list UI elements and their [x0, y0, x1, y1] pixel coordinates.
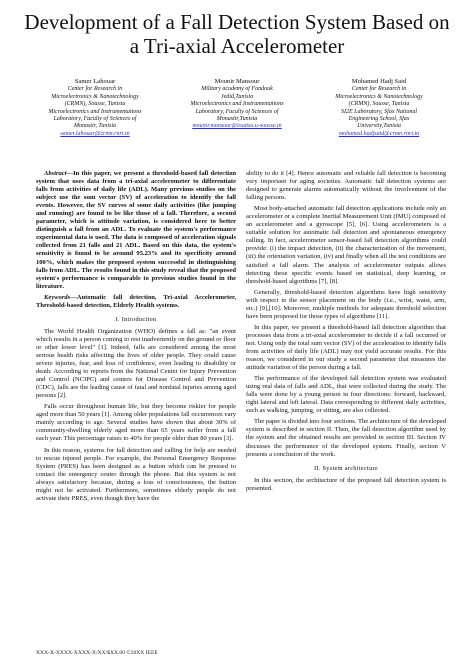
paper-title: Development of a Fall Detection System Based on a Tri-axial Accelerometer [24, 10, 450, 58]
abstract-label: Abstract [44, 170, 67, 177]
author-email-link[interactable]: mounir.mansour@issatso.u-sousse.tn [192, 123, 282, 130]
section-heading-introduction: I. Introduction [115, 315, 157, 323]
author-name: Mohamed Hadj Said [351, 78, 407, 85]
author-affiliation: (CRMN), Sousse, Tunisia [348, 101, 410, 108]
author-name: Mounir Mansour [214, 78, 260, 85]
author-affiliation: Monastir,Tunisia [216, 116, 258, 123]
body-paragraph: In this reason, systems for fall detection and calling for help are needed to rescue injured people. For example, the Personal Emergency Response System (PRES) has been designed as a button which can be pressed to contact the emergency center through the phone. But this system is not always satisfactory because, during a loss of consciousness, the button might not be activated. Furthermore, sometimes elderly people do not activate their PRES, even though they have the [36, 446, 236, 502]
body-paragraph: In this section, the architecture of the proposed fall detection system is presented. [246, 476, 446, 492]
body-paragraph: In this paper, we present a threshold-based fall detection algorithm that processes data from a tri-axial accelerometer to decide if a fall occurred or not. Using only the total sum vector (SV) of the acceleration to identify falls from activities of daily life (ADL) may not yield accurate results. For this reason, we considered in our study a second parameter that measures the attitude variation of the person during a fall. [246, 323, 446, 372]
author-block [26, 78, 448, 138]
copyright-footer: XXX-X-XXXX-XXXX-X/XX/$XX.00 ©20XX IEEE [36, 650, 158, 656]
keywords-label: Keywords [44, 293, 71, 301]
body-paragraph: The performance of the developed fall detection system was evaluated using real data of falls and ADL, that were collected during the study. The falls were done by a young person in four directions: forward, backward, right lateral and left lateral. Data corresponding to different daily activities, such as walking, jumping, or sitting, are also collected. [246, 375, 446, 415]
body-paragraph: Falls occur throughout human life, but they become riskier for people aged more than 50 years [1]. Among older populations fall occurrences vary mainly according to age. Several studies have shown that about 30% of community-dwelling elderly aged more than 65 years suffer from a fall each year. This percentage raises to 40% for people older than 80 years [3]. [36, 403, 236, 443]
author-affiliation: Microelectronics & Nanotechnology [335, 93, 423, 100]
section-heading-system-architecture: II. System architecture [313, 464, 379, 472]
abstract-text: —In this paper, we present a threshold-based fall detection system that uses data from a tri-axial accelerometer to differentiate falls from activities of daily life (ADL). Many previous studies on the subject use the sum vector (SV) of acceleration to identify the fall events. However, the SV curves of some daily activities (like jumping and running) are found to be like those of a fall. Therefore, a second parameter, which is attitude variation, is considered here to better distinguish a fall from an ADL. To evaluate the system's performance experimental data is used. The data is composed of acceleration signals collected from 21 falls and 21 ADL. Based on this data, the system's sensitivity is found to be around 95.23% and its specificity around 100%, which makes the proposed system successful in distinguishing falls from ADL. The results found in this study reveal that the proposed system's performance is comparable to previous studies found in the literature. [36, 170, 236, 290]
body-paragraph: Generally, threshold-based detection algorithms have high sensitivity with respect to the sensor placement on the body (i.e., wrist, waist, arm, etc.) [9],[10]. Moreover, multiple methods for adequate threshold selection have been proposed for those types of algorithms [11]. [246, 288, 446, 320]
author-name: Samer Lahouar [74, 78, 116, 85]
author-affiliation: Microelectronics and Instrumentations [48, 108, 142, 115]
author-email-link[interactable]: samer.lahouar@crmn.rnrt.tn [60, 130, 130, 137]
body-paragraph: Most body-attached automatic fall detection applications include only an accelerometer or a complete Inertial Measurement Unit (IMU) composed of an accelerometer and a gyroscope [5], [6]. Using accelerometers is a suitable solution for automatic fall detection and spontaneous emergency calling. In fact, accelerometer sensor-based fall detection algorithms could provide: (i) the impact detection, (ii) the characterization of the movement, (iii) the orientation variation, (iv) and finally when all the test conditions are satisfied a fall alarm. The analysis of accelerometer outputs allows detecting these specific events based on statistical, deep learning, or threshold-based algorithms [7], [8]. [246, 205, 446, 285]
author-1 [26, 78, 164, 138]
author-email-link[interactable]: mohamed.hadjsaid@crmn.rnrt.tn [338, 130, 420, 137]
author-affiliation: SI2E Laboratory, Sfax National [340, 108, 417, 115]
abstract [36, 170, 236, 291]
author-affiliation: Engineering School, Sfax [348, 116, 410, 123]
author-affiliation: Center for Research in [67, 86, 123, 93]
body-paragraph: The paper is divided into four sections. The architecture of the developed system is described in section II. Then, the fall detection algorithm used by the system and the obtained results are provided in section III. Section IV discusses the performance of the developed system. Finally, section V presents a conclusion of the work. [246, 418, 446, 458]
keywords [36, 294, 236, 310]
author-affiliation: Microelectronics & Nanotechnology [51, 93, 139, 100]
keywords-text: —Automatic fall detection, Tri-axial Accelerometer, Threshold-based detection, Elderly Health systems. [36, 293, 236, 309]
author-affiliation: University,Tunisia [357, 123, 401, 130]
left-column [36, 170, 236, 506]
author-2 [168, 78, 306, 138]
body-paragraph: ability to do it [4]. Hence automatic and reliable fall detection is becoming very important for aging societies. Automatic fall detection systems are designed to generate alarms automatically without the involvement of the falling persons. [246, 170, 446, 202]
author-affiliation: Laboratory, Faculty of Sciences of [53, 116, 137, 123]
author-affiliation: Laboratory, Faculty of Sciences of [195, 108, 279, 115]
author-affiliation: Center for Research in [351, 86, 407, 93]
body-paragraph: The World Health Organization (WHO) defines a fall as: "an event which results in a person coming to rest inadvertently on the ground or floor or other lower level" [1]. Indeed, falls are considered among the most serious health risks affecting the lives of older people. They could cause severe injuries, fear, and loss of confidence, even leading to disability or death. According to reports from the National Center for Injury Prevention and Control (NCIPC) and centers for Disease Control and Prevention (CDC), falls are the leading cause of fatal and nonfatal injuries among aged persons [2]. [36, 327, 236, 400]
author-affiliation: Microelectronics and Instrumentations [190, 101, 284, 108]
right-column [246, 170, 446, 496]
author-affiliation: Jedid,Tunisia [220, 93, 254, 100]
author-affiliation: Military academy of Fondouk [201, 86, 273, 93]
author-affiliation: (CRMN), Sousse, Tunisia [64, 101, 126, 108]
author-3 [310, 78, 448, 138]
author-affiliation: Monastir, Tunisia [73, 123, 116, 130]
